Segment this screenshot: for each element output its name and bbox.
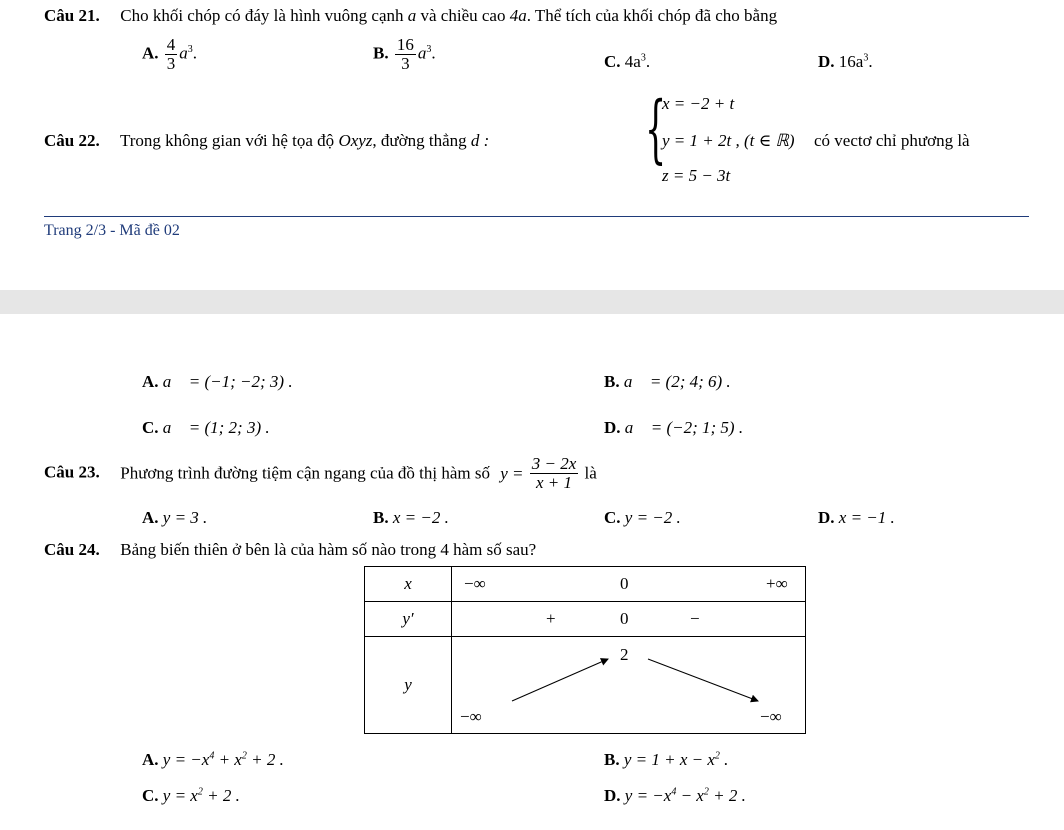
yprime-label: y′	[365, 602, 452, 637]
q24-option-a[interactable]: A. $y = -x^4 + x^2 + 2$ .	[142, 750, 284, 769]
q21-option-b[interactable]: B. $\frac{16}{3}$ $a^3$.	[373, 35, 436, 73]
q22-eq3: z = 5 − 3t	[662, 166, 731, 185]
q22-option-c[interactable]: C. a⃗ = (1; 2; 3) .	[142, 418, 270, 437]
system-brace: {	[645, 86, 667, 172]
q22-option-a[interactable]: A. a⃗ = (−1; −2; 3) .	[142, 372, 293, 391]
q24-option-c[interactable]: C. $y = x^2 + 2$ .	[142, 786, 240, 805]
q21-number: Câu 21.	[44, 6, 100, 25]
increasing-arrow	[512, 659, 608, 701]
fraction: $\frac{16}{3}$	[396, 35, 414, 73]
fraction: $\frac{3 - 2x}{x + 1}$	[531, 454, 577, 492]
q22-option-d[interactable]: D. a⃗ = (−2; 1; 5) .	[604, 418, 744, 437]
q24-option-d[interactable]: D. $y = -x^4 - x^2 + 2$ .	[604, 786, 746, 805]
q23-option-d[interactable]: D. x = −1 .	[818, 508, 895, 527]
variation-table: x −∞ 0 +∞ y′ + 0 − y −∞ 2 −∞	[364, 566, 806, 734]
q23-stem: Câu 23. Phương trình đường tiệm cận ngang của đồ thị hàm số y = $\frac{3 - 2x}{x + 1}$ là	[44, 454, 597, 492]
q21-option-a[interactable]: A. $\frac{4}{3}$ $a^3$.	[142, 35, 198, 73]
fraction: $\frac{4}{3}$	[166, 35, 176, 73]
q22-eq1: x = −2 + t	[662, 94, 735, 113]
variation-arrows	[452, 637, 808, 733]
q23-option-a[interactable]: A. y = 3 .	[142, 508, 208, 527]
x-label: x	[365, 567, 452, 602]
q22-eq2: y = 1 + 2t , (t ∈ ℝ)	[662, 131, 795, 150]
page-footer: Trang 2/3 - Mã đề 02	[44, 222, 180, 239]
decreasing-arrow	[648, 659, 758, 701]
q21-option-d[interactable]: D. $16a^3$.	[818, 52, 873, 71]
q24-stem: Câu 24. Bảng biến thiên ở bên là của hàm số nào trong 4 hàm số sau?	[44, 540, 537, 559]
q22-number: Câu 22.	[44, 131, 100, 150]
q23-option-c[interactable]: C. y = −2 .	[604, 508, 681, 527]
q22-stem-end: có vectơ chỉ phương là	[814, 131, 970, 150]
q22-stem: Câu 22. Trong không gian với hệ tọa độ Oxyz, đường thẳng d :	[44, 131, 490, 150]
q21-option-c[interactable]: C. $4a^3$.	[604, 52, 651, 71]
q22-option-b[interactable]: B. a⃗ = (2; 4; 6) .	[604, 372, 731, 391]
page-break	[0, 290, 1064, 314]
footer-divider	[44, 216, 1029, 217]
q21-stem: Câu 21. Cho khối chóp có đáy là hình vuông cạnh a và chiều cao 4a. Thể tích của khối chóp đã cho bằng	[44, 6, 778, 25]
y-label: y	[365, 637, 452, 734]
q23-option-b[interactable]: B. x = −2 .	[373, 508, 449, 527]
q24-option-b[interactable]: B. $y = 1 + x - x^2$ .	[604, 750, 729, 769]
